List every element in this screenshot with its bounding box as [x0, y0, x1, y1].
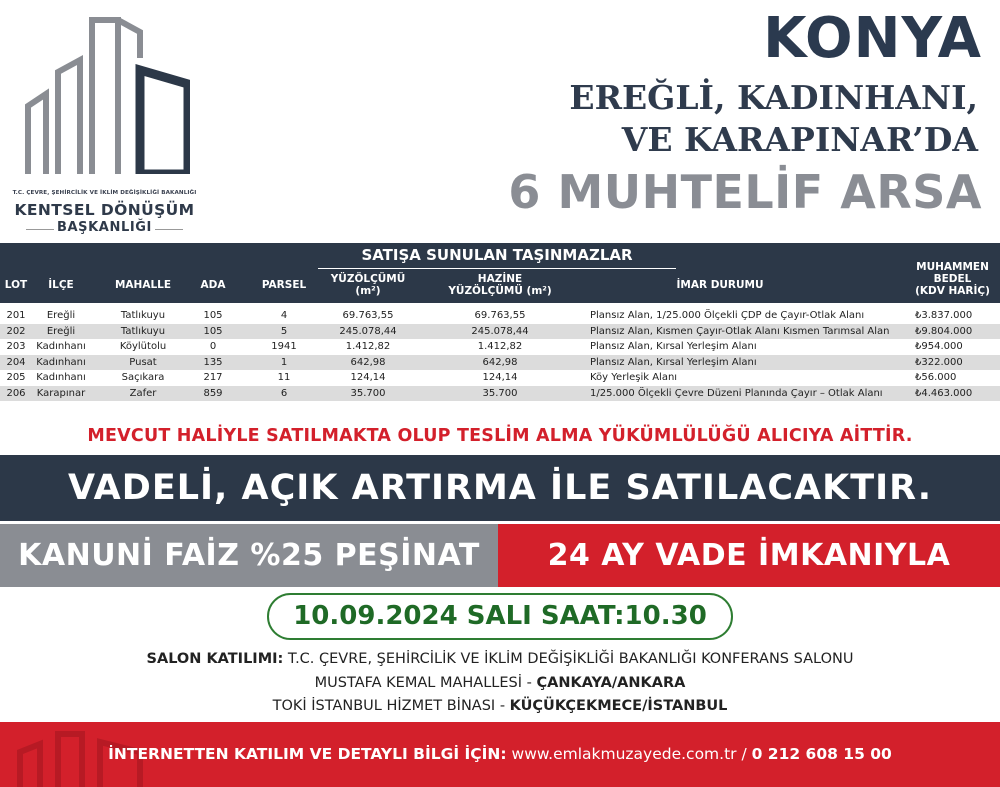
cell-hazine: 1.412,82 — [477, 341, 523, 352]
header-yuzolcumu-unit: (m²) — [355, 285, 381, 297]
header — [0, 0, 1000, 243]
header-ada: ADA — [200, 279, 226, 291]
logo-name-line1: KENTSEL DÖNÜŞÜM — [14, 201, 195, 219]
table-header — [0, 243, 1000, 303]
logo-divider-left — [26, 229, 54, 230]
header-lot: LOT — [4, 279, 28, 291]
table-body — [0, 308, 1000, 401]
cell-imar: Plansız Alan, Kısmen Çayır-Otlak Alanı Kısmen Tarımsal Alan — [590, 325, 890, 337]
footer-phone[interactable]: 0 212 608 15 00 — [751, 745, 892, 763]
footer-contact — [0, 722, 1000, 787]
cell-mahalle: Zafer — [129, 387, 157, 399]
salon-city-ankara: ÇANKAYA/ANKARA — [536, 675, 686, 691]
header-bedel-line2: BEDEL — [933, 273, 972, 285]
cell-yuzolcumu: 245.078,44 — [339, 325, 397, 337]
table-row — [0, 324, 1000, 340]
auction-type-banner: VADELİ, AÇIK ARTIRMA İLE SATILACAKTIR. — [0, 455, 1000, 521]
cell-ada: 859 — [203, 387, 223, 399]
cell-lot: 206 — [6, 387, 26, 399]
table-row — [0, 386, 1000, 402]
cell-bedel: ₺322.000 — [915, 356, 963, 368]
installment-banner: 24 AY VADE İMKANIYLA — [498, 524, 1000, 587]
cell-yuzolcumu: 69.763,55 — [342, 310, 394, 321]
cell-hazine: 124,14 — [482, 372, 518, 383]
logo-ministry-text: T.C. ÇEVRE, ŞEHİRCİLİK VE İKLİM DEĞİŞİKLİĞİ BAKANLIĞI — [12, 190, 197, 196]
table-row — [0, 308, 1000, 324]
salon-city-istanbul: KÜÇÜKÇEKMECE/İSTANBUL — [509, 698, 728, 714]
cell-mahalle: Pusat — [129, 356, 157, 368]
table-group-header: SATIŞA SUNULAN TAŞINMAZLAR — [361, 246, 633, 264]
salon-venue-ankara: T.C. ÇEVRE, ŞEHİRCİLİK VE İKLİM DEĞİŞİKLİĞİ BAKANLIĞI KONFERANS SALONU — [283, 651, 854, 667]
title-district-line1: EREĞLİ, KADINHANI, — [569, 78, 978, 117]
header-hazine: HAZİNE — [477, 273, 523, 285]
salon-line2 — [0, 675, 1000, 691]
logo-name-line2: BAŞKANLIĞI — [57, 220, 152, 235]
title-district-line2: VE KARAPINAR’DA — [621, 120, 978, 159]
title-city: KONYA — [763, 6, 982, 71]
cell-lot: 205 — [6, 372, 26, 383]
cell-ilce: Kadınhanı — [36, 341, 86, 352]
logo-divider-right — [155, 229, 183, 230]
cell-yuzolcumu: 642,98 — [350, 356, 386, 368]
table-group-divider — [318, 268, 676, 269]
footer-separator: / — [736, 745, 752, 763]
cell-yuzolcumu: 35.700 — [350, 387, 386, 399]
logo — [12, 14, 197, 234]
table-row — [0, 339, 1000, 355]
table-row — [0, 355, 1000, 371]
cell-ilce: Ereğli — [46, 310, 76, 321]
cell-ilce: Kadınhanı — [36, 372, 86, 383]
header-yuzolcumu: YÜZÖLÇÜMÜ — [330, 273, 406, 285]
cell-lot: 201 — [6, 310, 26, 321]
cell-imar: Plansız Alan, Kırsal Yerleşim Alanı — [590, 356, 757, 368]
cell-mahalle: Tatlıkuyu — [120, 325, 166, 337]
auction-date: 10.09.2024 SALI SAAT:10.30 — [267, 593, 733, 640]
cell-bedel: ₺3.837.000 — [915, 310, 973, 321]
cell-parsel: 4 — [280, 310, 288, 321]
header-ilce: İLÇE — [48, 279, 74, 291]
cell-ada: 105 — [203, 325, 223, 337]
cell-bedel: ₺9.804.000 — [915, 325, 973, 337]
header-parsel: PARSEL — [261, 279, 307, 291]
table-row — [0, 370, 1000, 386]
footer-url-link[interactable]: www.emlakmuzayede.com.tr — [506, 745, 737, 763]
footer-label: İNTERNETTEN KATILIM VE DETAYLI BİLGİ İÇİN: — [108, 745, 507, 763]
salon-label: SALON KATILIMI: — [146, 651, 284, 667]
header-imar: İMAR DURUMU — [676, 279, 764, 291]
header-mahalle: MAHALLE — [114, 279, 172, 291]
cell-bedel: ₺4.463.000 — [915, 387, 973, 399]
cell-ada: 135 — [203, 356, 223, 368]
cell-parsel: 6 — [280, 387, 288, 399]
cell-imar: Plansız Alan, Kırsal Yerleşim Alanı — [590, 341, 757, 352]
cell-ada: 0 — [209, 341, 217, 352]
cell-mahalle: Tatlıkuyu — [120, 310, 166, 321]
title-main: 6 MUHTELİF ARSA — [508, 165, 982, 219]
cell-parsel: 1941 — [271, 341, 297, 352]
cell-parsel: 11 — [277, 372, 291, 383]
footer — [0, 722, 1000, 787]
salon-address-ankara: MUSTAFA KEMAL MAHALLESİ - — [314, 675, 537, 691]
cell-mahalle: Köylütolu — [119, 341, 167, 352]
cell-hazine: 69.763,55 — [474, 310, 526, 321]
cell-imar: Plansız Alan, 1/25.000 Ölçekli ÇDP de Çayır-Otlak Alanı — [590, 310, 865, 321]
cell-lot: 203 — [6, 341, 26, 352]
header-bedel-line3: (KDV HARİÇ) — [915, 285, 990, 297]
cell-hazine: 642,98 — [482, 356, 518, 368]
salon-line3 — [0, 698, 1000, 714]
cell-bedel: ₺56.000 — [915, 372, 957, 383]
cell-lot: 204 — [6, 356, 26, 368]
cell-hazine: 245.078,44 — [471, 325, 529, 337]
cell-yuzolcumu: 124,14 — [350, 372, 386, 383]
cell-ada: 105 — [203, 310, 223, 321]
cell-ilce: Karapınar — [36, 387, 86, 399]
header-hazine-unit: YÜZÖLÇÜMÜ (m²) — [448, 285, 552, 297]
cell-mahalle: Saçıkara — [121, 372, 165, 383]
cell-bedel: ₺954.000 — [915, 341, 963, 352]
header-bedel-line1: MUHAMMEN — [916, 261, 989, 273]
cell-ilce: Kadınhanı — [36, 356, 86, 368]
sale-condition-notice: MEVCUT HALİYLE SATILMAKTA OLUP TESLİM ALMA YÜKÜMLÜLÜĞÜ ALICIYA AİTTİR. — [87, 426, 913, 446]
salon-venue-istanbul: TOKİ İSTANBUL HİZMET BİNASI - — [272, 698, 510, 714]
cell-imar: Köy Yerleşik Alanı — [590, 372, 678, 383]
cell-yuzolcumu: 1.412,82 — [345, 341, 391, 352]
cell-ilce: Ereğli — [46, 325, 76, 337]
building-logo-icon — [20, 14, 190, 174]
cell-imar: 1/25.000 Ölçekli Çevre Düzeni Planında Çayır – Otlak Alanı — [590, 387, 883, 399]
cell-lot: 202 — [6, 325, 26, 337]
cell-hazine: 35.700 — [482, 387, 518, 399]
salon-line1 — [0, 651, 1000, 667]
cell-parsel: 1 — [280, 356, 288, 368]
cell-parsel: 5 — [280, 325, 288, 337]
cell-ada: 217 — [203, 372, 223, 383]
down-payment-banner: KANUNİ FAİZ %25 PEŞİNAT — [0, 524, 498, 587]
